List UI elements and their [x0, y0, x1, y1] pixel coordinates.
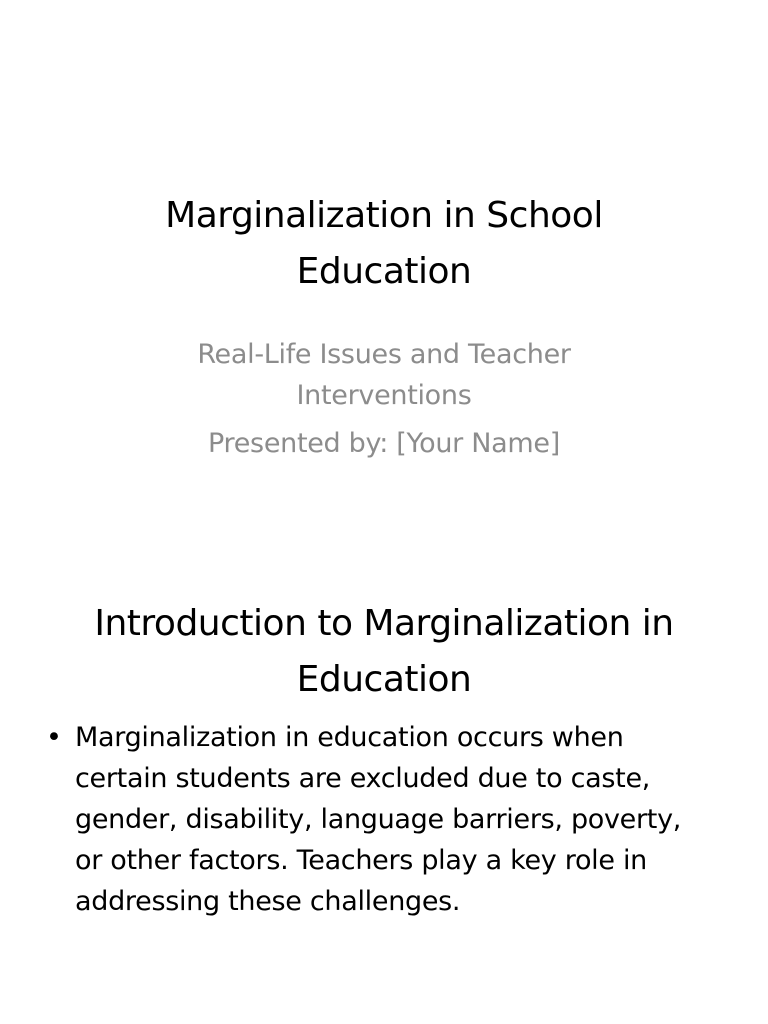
presenter-line: Presented by: [Your Name]	[208, 428, 560, 459]
title-line: Education	[296, 251, 472, 292]
slide-introduction	[0, 560, 768, 1024]
subtitle-paragraph	[80, 334, 688, 416]
bullet-text-line: Marginalization in education occurs when	[75, 722, 624, 753]
bullet-icon: •	[46, 722, 62, 753]
slide-title-heading	[40, 188, 728, 300]
bullet-text-line: gender, disability, language barriers, poverty,	[75, 804, 682, 835]
subtitle-line: Real-Life Issues and Teacher	[197, 339, 571, 370]
bullet-text-line: certain students are excluded due to caste,	[75, 763, 651, 794]
slide-heading	[40, 596, 728, 708]
slide-subtitle	[80, 334, 688, 464]
bullet-text-line: addressing these challenges.	[75, 886, 461, 917]
title-line: Education	[296, 659, 472, 700]
title-line: Introduction to Marginalization in	[94, 603, 674, 644]
title-line: Marginalization in School	[165, 195, 603, 236]
subtitle-line: Interventions	[296, 380, 472, 411]
bullet-list	[0, 717, 768, 922]
bullet-item	[0, 717, 768, 922]
bullet-text-line: or other factors. Teachers play a key role in	[75, 845, 647, 876]
